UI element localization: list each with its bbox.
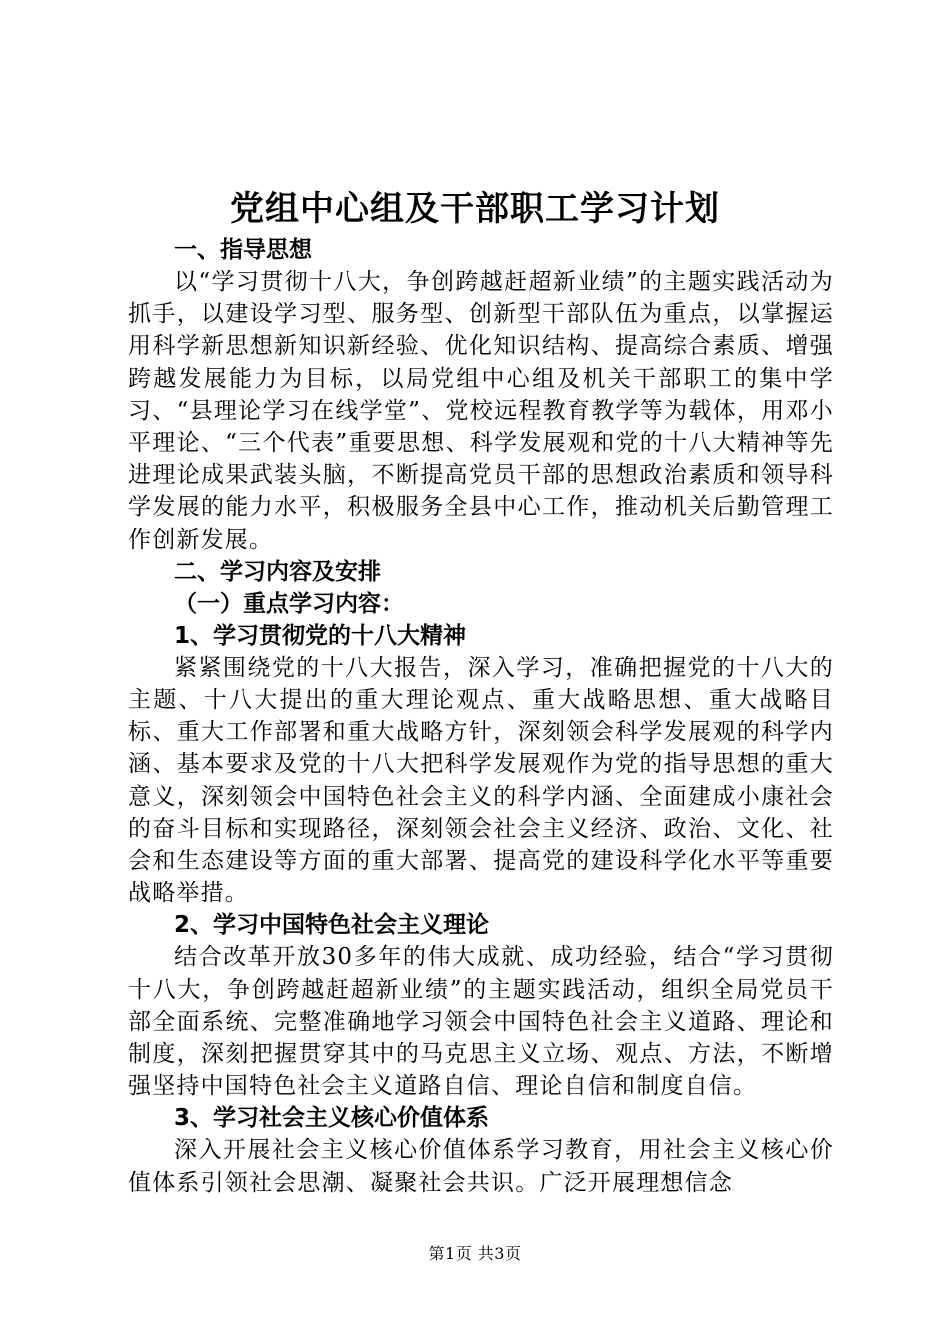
subsection-heading: （一）重点学习内容： — [174, 590, 404, 617]
body-paragraph: 深入开展社会主义核心价值体系学习教育，用社会主义核心价值体系引领社会思潮、凝聚社会共识。广泛开展理想信念 — [128, 1137, 834, 1196]
section-heading: 一、指导思想 — [174, 237, 312, 263]
body-paragraph: 结合改革开放30多年的伟大成就、成功经验，结合“学习贯彻十八大，争创跨越赶超新业绩”的主题实践活动，组织全局党员干部全面系统、完整准确地学习领会中国特色社会主义道路、理论和制度，深刻把握贯穿其中的马克思主义立场、观点、方法，不断增强坚持中国特色社会主义道路自信、理论自信和制度自信。 — [128, 944, 834, 1100]
item-heading: 3、学习社会主义核心价值体系 — [174, 1105, 490, 1132]
body-paragraph: 以“学习贯彻十八大，争创跨越赶超新业绩”的主题实践活动为抓手，以建设学习型、服务型、创新型干部队伍为重点，以掌握运用科学新思想新知识新经验、优化知识结构、提高综合素质、增强跨越发展能力为目标，以局党组中心组及机关干部职工的集中学习、“县理论学习在线学堂”、党校远程教育教学等为载体，用邓小平理论、“三个代表”重要思想、科学发展观和党的十八大精神等先进理论成果武装头脑，不断提高党员干部的思想政治素质和领导科学发展的能力水平，积极服务全县中心工作，推动机关后勤管理工作创新发展。 — [128, 269, 834, 553]
body-paragraph: 紧紧围绕党的十八大报告，深入学习，准确把握党的十八大的主题、十八大提出的重大理论观点、重大战略思想、重大战略目标、重大工作部署和重大战略方针，深刻领会科学发展观的科学内涵、基本要求及党的十八大把科学发展观作为党的指导思想的重大意义，深刻领会中国特色社会主义的科学内涵、全面建成小康社会的奋斗目标和实现路径，深刻领会社会主义经济、政治、文化、社会和生态建设等方面的重大部署、提高党的建设科学化水平等重要战略举措。 — [128, 654, 834, 907]
item-heading: 2、学习中国特色社会主义理论 — [174, 912, 490, 939]
document-title: 党组中心组及干部职工学习计划 — [230, 189, 720, 229]
document-body — [128, 234, 834, 1199]
section-heading: 二、学习内容及安排 — [174, 558, 381, 585]
item-heading: 1、学习贯彻党的十八大精神 — [174, 622, 467, 649]
page-number-footer: 第1页 共3页 — [428, 1244, 522, 1263]
